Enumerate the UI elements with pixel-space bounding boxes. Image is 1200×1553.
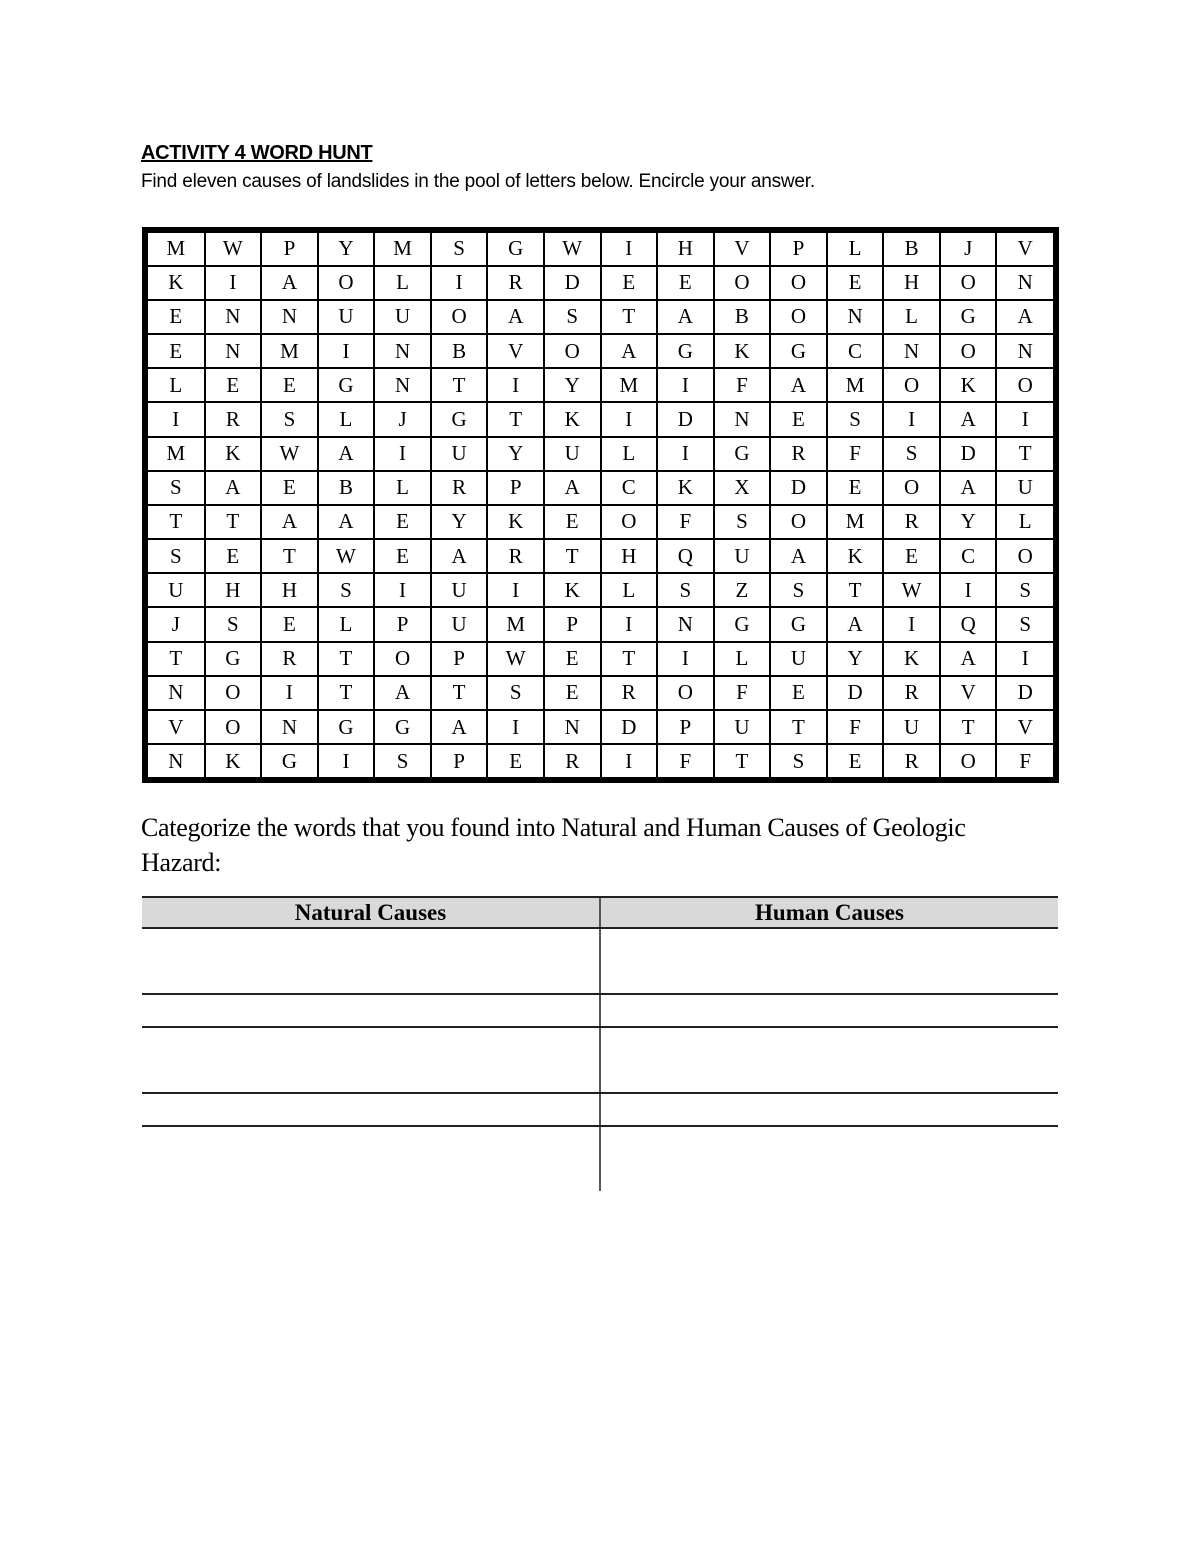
grid-letter-cell[interactable]: J — [148, 607, 205, 641]
grid-letter-cell[interactable]: L — [374, 266, 431, 300]
grid-letter-cell[interactable]: L — [601, 573, 658, 607]
grid-letter-cell[interactable]: E — [374, 539, 431, 573]
grid-row — [148, 744, 1053, 777]
grid-letter-cell[interactable]: I — [883, 402, 940, 436]
grid-letter-cell[interactable]: G — [657, 334, 714, 368]
grid-letter-cell[interactable]: V — [996, 710, 1053, 744]
grid-letter-cell[interactable]: Z — [714, 573, 771, 607]
grid-letter-cell[interactable]: K — [827, 539, 884, 573]
grid-letter-cell[interactable]: D — [544, 266, 601, 300]
grid-letter-cell[interactable]: U — [431, 437, 488, 471]
grid-letter-cell[interactable]: S — [827, 402, 884, 436]
grid-letter-cell[interactable]: U — [374, 300, 431, 334]
grid-letter-cell[interactable]: Y — [940, 505, 997, 539]
grid-letter-cell[interactable]: N — [544, 710, 601, 744]
grid-letter-cell[interactable]: L — [374, 471, 431, 505]
grid-letter-cell[interactable]: S — [714, 505, 771, 539]
grid-letter-cell[interactable]: M — [148, 437, 205, 471]
word-search-grid — [142, 227, 1059, 783]
grid-letter-cell[interactable]: S — [374, 744, 431, 777]
grid-letter-cell[interactable]: G — [431, 402, 488, 436]
grid-letter-cell[interactable]: M — [148, 233, 205, 266]
grid-row — [148, 402, 1053, 436]
grid-letter-cell[interactable]: A — [374, 676, 431, 710]
grid-letter-cell[interactable]: S — [996, 573, 1053, 607]
grid-letter-cell[interactable]: N — [996, 266, 1053, 300]
grid-letter-cell[interactable]: F — [714, 676, 771, 710]
grid-letter-cell[interactable]: S — [487, 676, 544, 710]
grid-letter-cell[interactable]: R — [487, 266, 544, 300]
grid-letter-cell[interactable]: M — [374, 233, 431, 266]
grid-letter-cell[interactable]: R — [883, 505, 940, 539]
answer-row — [142, 1094, 1058, 1127]
grid-letter-cell[interactable]: N — [883, 334, 940, 368]
grid-letter-cell[interactable]: I — [205, 266, 262, 300]
grid-letter-cell[interactable]: W — [487, 642, 544, 676]
grid-letter-cell[interactable]: V — [940, 676, 997, 710]
grid-row — [148, 368, 1053, 402]
grid-letter-cell[interactable]: L — [883, 300, 940, 334]
grid-letter-cell[interactable]: I — [148, 402, 205, 436]
grid-letter-cell[interactable]: S — [205, 607, 262, 641]
grid-letter-cell[interactable]: R — [431, 471, 488, 505]
activity-instruction: Find eleven causes of landslides in the pool of letters below. Encircle your answer. — [141, 171, 815, 192]
grid-letter-cell[interactable]: E — [487, 744, 544, 777]
grid-letter-cell[interactable]: G — [940, 300, 997, 334]
grid-letter-cell[interactable]: K — [205, 437, 262, 471]
human-cause-cell[interactable] — [601, 1028, 1058, 1092]
grid-letter-cell[interactable]: P — [770, 233, 827, 266]
grid-letter-cell[interactable]: K — [205, 744, 262, 777]
grid-letter-cell[interactable]: W — [261, 437, 318, 471]
grid-letter-cell[interactable]: G — [487, 233, 544, 266]
grid-letter-cell[interactable]: O — [601, 505, 658, 539]
grid-letter-cell[interactable]: D — [657, 402, 714, 436]
grid-letter-cell[interactable]: N — [374, 368, 431, 402]
grid-letter-cell[interactable]: S — [148, 539, 205, 573]
grid-letter-cell[interactable]: G — [770, 607, 827, 641]
grid-letter-cell[interactable]: K — [883, 642, 940, 676]
grid-letter-cell[interactable]: O — [657, 676, 714, 710]
grid-letter-cell[interactable]: R — [261, 642, 318, 676]
grid-letter-cell[interactable]: M — [601, 368, 658, 402]
grid-letter-cell[interactable]: T — [148, 505, 205, 539]
grid-letter-cell[interactable]: U — [714, 710, 771, 744]
grid-letter-cell[interactable]: A — [940, 642, 997, 676]
grid-letter-cell[interactable]: S — [883, 437, 940, 471]
grid-letter-cell[interactable]: T — [318, 642, 375, 676]
grid-letter-cell[interactable]: I — [318, 334, 375, 368]
grid-letter-cell[interactable]: N — [148, 676, 205, 710]
grid-letter-cell[interactable]: N — [261, 300, 318, 334]
grid-letter-cell[interactable]: O — [883, 368, 940, 402]
grid-letter-cell[interactable]: I — [318, 744, 375, 777]
grid-letter-cell[interactable]: O — [996, 368, 1053, 402]
grid-row — [148, 676, 1053, 710]
grid-letter-cell[interactable]: S — [996, 607, 1053, 641]
grid-letter-cell[interactable]: K — [544, 573, 601, 607]
answer-table — [142, 896, 1058, 1191]
answer-row — [142, 1028, 1058, 1094]
grid-row — [148, 505, 1053, 539]
grid-letter-cell[interactable]: W — [544, 233, 601, 266]
grid-letter-cell[interactable]: Y — [487, 437, 544, 471]
grid-letter-cell[interactable]: A — [657, 300, 714, 334]
grid-letter-cell[interactable]: P — [544, 607, 601, 641]
grid-letter-cell[interactable]: S — [431, 233, 488, 266]
grid-letter-cell[interactable]: D — [996, 676, 1053, 710]
grid-letter-cell[interactable]: I — [261, 676, 318, 710]
grid-letter-cell[interactable]: D — [601, 710, 658, 744]
grid-letter-cell[interactable]: T — [205, 505, 262, 539]
grid-letter-cell[interactable]: E — [827, 266, 884, 300]
grid-letter-cell[interactable]: S — [318, 573, 375, 607]
categorize-instruction: Categorize the words that you found into Natural and Human Causes of Geologic Hazard: — [141, 813, 966, 877]
grid-letter-cell[interactable]: A — [431, 539, 488, 573]
grid-letter-cell[interactable]: U — [770, 642, 827, 676]
grid-letter-cell[interactable]: W — [205, 233, 262, 266]
grid-letter-cell[interactable]: I — [996, 402, 1053, 436]
grid-letter-cell[interactable]: K — [940, 368, 997, 402]
grid-letter-cell[interactable]: M — [827, 368, 884, 402]
grid-letter-cell[interactable]: I — [487, 710, 544, 744]
grid-letter-cell[interactable]: H — [657, 233, 714, 266]
grid-letter-cell[interactable]: L — [714, 642, 771, 676]
grid-row — [148, 539, 1053, 573]
grid-letter-cell[interactable]: N — [827, 300, 884, 334]
grid-letter-cell[interactable]: I — [657, 437, 714, 471]
grid-letter-cell[interactable]: S — [148, 471, 205, 505]
grid-letter-cell[interactable]: I — [883, 607, 940, 641]
grid-letter-cell[interactable]: B — [318, 471, 375, 505]
grid-letter-cell[interactable]: O — [940, 334, 997, 368]
grid-letter-cell[interactable]: R — [770, 437, 827, 471]
grid-row — [148, 233, 1053, 266]
grid-letter-cell[interactable]: Q — [657, 539, 714, 573]
grid-letter-cell[interactable]: X — [714, 471, 771, 505]
grid-letter-cell[interactable]: I — [601, 744, 658, 777]
grid-letter-cell[interactable]: N — [657, 607, 714, 641]
natural-cause-cell[interactable] — [142, 1028, 601, 1092]
grid-letter-cell[interactable]: S — [261, 402, 318, 436]
grid-letter-cell[interactable]: I — [940, 573, 997, 607]
natural-causes-header: Natural Causes — [142, 898, 601, 927]
grid-letter-cell[interactable]: F — [996, 744, 1053, 777]
grid-letter-cell[interactable]: F — [827, 710, 884, 744]
grid-letter-cell[interactable]: Y — [827, 642, 884, 676]
grid-letter-cell[interactable]: L — [996, 505, 1053, 539]
grid-letter-cell[interactable]: O — [996, 539, 1053, 573]
grid-letter-cell[interactable]: H — [601, 539, 658, 573]
grid-letter-cell[interactable]: M — [827, 505, 884, 539]
grid-letter-cell[interactable]: E — [261, 607, 318, 641]
grid-letter-cell[interactable]: I — [487, 573, 544, 607]
answer-row — [142, 1127, 1058, 1191]
grid-letter-cell[interactable]: O — [374, 642, 431, 676]
grid-letter-cell[interactable]: I — [601, 402, 658, 436]
grid-letter-cell[interactable]: E — [261, 471, 318, 505]
grid-letter-cell[interactable]: E — [544, 676, 601, 710]
grid-letter-cell[interactable]: T — [318, 676, 375, 710]
grid-letter-cell[interactable]: T — [940, 710, 997, 744]
grid-letter-cell[interactable]: E — [544, 505, 601, 539]
grid-letter-cell[interactable]: G — [714, 607, 771, 641]
grid-letter-cell[interactable]: R — [544, 744, 601, 777]
grid-letter-cell[interactable]: H — [205, 573, 262, 607]
grid-letter-cell[interactable]: A — [205, 471, 262, 505]
grid-letter-cell[interactable]: C — [940, 539, 997, 573]
grid-letter-cell[interactable]: V — [148, 710, 205, 744]
grid-letter-cell[interactable]: A — [318, 505, 375, 539]
grid-letter-cell[interactable]: N — [148, 744, 205, 777]
grid-letter-cell[interactable]: A — [487, 300, 544, 334]
grid-row — [148, 437, 1053, 471]
grid-letter-cell[interactable]: G — [318, 368, 375, 402]
grid-letter-cell[interactable]: T — [544, 539, 601, 573]
grid-letter-cell[interactable]: U — [431, 573, 488, 607]
grid-letter-cell[interactable]: E — [148, 300, 205, 334]
grid-letter-cell[interactable]: N — [205, 334, 262, 368]
grid-letter-cell[interactable]: U — [883, 710, 940, 744]
grid-letter-cell[interactable]: O — [318, 266, 375, 300]
grid-letter-cell[interactable]: I — [657, 642, 714, 676]
grid-letter-cell[interactable]: A — [601, 334, 658, 368]
grid-letter-cell[interactable]: U — [148, 573, 205, 607]
grid-letter-cell[interactable]: D — [940, 437, 997, 471]
grid-letter-cell[interactable]: T — [601, 642, 658, 676]
grid-letter-cell[interactable]: E — [657, 266, 714, 300]
grid-letter-cell[interactable]: P — [261, 233, 318, 266]
grid-letter-cell[interactable]: U — [714, 539, 771, 573]
grid-letter-cell[interactable]: V — [487, 334, 544, 368]
grid-letter-cell[interactable]: P — [431, 642, 488, 676]
grid-letter-cell[interactable]: A — [940, 402, 997, 436]
grid-letter-cell[interactable]: O — [940, 744, 997, 777]
grid-letter-cell[interactable]: S — [657, 573, 714, 607]
grid-letter-cell[interactable]: O — [544, 334, 601, 368]
letter-table — [148, 233, 1053, 777]
grid-row — [148, 710, 1053, 744]
grid-letter-cell[interactable]: D — [827, 676, 884, 710]
grid-letter-cell[interactable]: I — [374, 573, 431, 607]
grid-letter-cell[interactable]: T — [601, 300, 658, 334]
grid-letter-cell[interactable]: B — [431, 334, 488, 368]
grid-letter-cell[interactable]: I — [601, 233, 658, 266]
grid-letter-cell[interactable]: O — [883, 471, 940, 505]
grid-letter-cell[interactable]: L — [318, 607, 375, 641]
grid-letter-cell[interactable]: I — [487, 368, 544, 402]
grid-letter-cell[interactable]: F — [714, 368, 771, 402]
grid-letter-cell[interactable]: O — [714, 266, 771, 300]
activity-heading: ACTIVITY 4 WORD HUNT — [141, 142, 373, 164]
grid-row — [148, 607, 1053, 641]
grid-letter-cell[interactable]: N — [261, 710, 318, 744]
grid-letter-cell[interactable]: T — [261, 539, 318, 573]
grid-letter-cell[interactable]: T — [431, 368, 488, 402]
grid-letter-cell[interactable]: E — [148, 334, 205, 368]
grid-letter-cell[interactable]: E — [770, 676, 827, 710]
grid-letter-cell[interactable]: E — [827, 471, 884, 505]
grid-letter-cell[interactable]: T — [770, 710, 827, 744]
grid-letter-cell[interactable]: E — [205, 539, 262, 573]
grid-letter-cell[interactable]: G — [261, 744, 318, 777]
grid-letter-cell[interactable]: J — [940, 233, 997, 266]
grid-letter-cell[interactable]: A — [827, 607, 884, 641]
grid-letter-cell[interactable]: U — [318, 300, 375, 334]
grid-letter-cell[interactable]: N — [996, 334, 1053, 368]
natural-cause-cell[interactable] — [142, 1127, 601, 1191]
grid-letter-cell[interactable]: Y — [431, 505, 488, 539]
grid-letter-cell[interactable]: K — [487, 505, 544, 539]
grid-letter-cell[interactable]: S — [544, 300, 601, 334]
grid-letter-cell[interactable]: O — [205, 710, 262, 744]
human-cause-cell[interactable] — [601, 1127, 1058, 1191]
grid-letter-cell[interactable]: T — [487, 402, 544, 436]
grid-letter-cell[interactable]: W — [318, 539, 375, 573]
grid-letter-cell[interactable]: L — [148, 368, 205, 402]
grid-letter-cell[interactable]: O — [431, 300, 488, 334]
natural-cause-cell[interactable] — [142, 995, 601, 1026]
grid-letter-cell[interactable]: R — [487, 539, 544, 573]
grid-letter-cell[interactable]: E — [544, 642, 601, 676]
grid-letter-cell[interactable]: A — [431, 710, 488, 744]
grid-letter-cell[interactable]: S — [770, 573, 827, 607]
grid-letter-cell[interactable]: A — [261, 266, 318, 300]
grid-letter-cell[interactable]: E — [883, 539, 940, 573]
grid-letter-cell[interactable]: T — [431, 676, 488, 710]
grid-letter-cell[interactable]: M — [487, 607, 544, 641]
grid-letter-cell[interactable]: R — [205, 402, 262, 436]
grid-letter-cell[interactable]: U — [996, 471, 1053, 505]
human-cause-cell[interactable] — [601, 1094, 1058, 1125]
answer-row — [142, 929, 1058, 995]
grid-letter-cell[interactable]: E — [827, 744, 884, 777]
natural-cause-cell[interactable] — [142, 1094, 601, 1125]
grid-row — [148, 642, 1053, 676]
grid-letter-cell[interactable]: L — [601, 437, 658, 471]
grid-letter-cell[interactable]: Q — [940, 607, 997, 641]
answer-table-header — [142, 896, 1058, 929]
human-cause-cell[interactable] — [601, 995, 1058, 1026]
grid-letter-cell[interactable]: G — [374, 710, 431, 744]
grid-letter-cell[interactable]: K — [714, 334, 771, 368]
grid-letter-cell[interactable]: G — [318, 710, 375, 744]
grid-letter-cell[interactable]: P — [657, 710, 714, 744]
grid-letter-cell[interactable]: B — [714, 300, 771, 334]
grid-letter-cell[interactable]: E — [601, 266, 658, 300]
grid-letter-cell[interactable]: R — [883, 744, 940, 777]
grid-letter-cell[interactable]: K — [148, 266, 205, 300]
grid-letter-cell[interactable]: N — [714, 402, 771, 436]
grid-letter-cell[interactable]: H — [883, 266, 940, 300]
grid-letter-cell[interactable]: O — [940, 266, 997, 300]
grid-letter-cell[interactable]: I — [996, 642, 1053, 676]
grid-letter-cell[interactable]: F — [657, 505, 714, 539]
grid-letter-cell[interactable]: I — [431, 266, 488, 300]
grid-letter-cell[interactable]: I — [657, 368, 714, 402]
grid-letter-cell[interactable]: I — [601, 607, 658, 641]
grid-letter-cell[interactable]: T — [996, 437, 1053, 471]
grid-letter-cell[interactable]: A — [261, 505, 318, 539]
grid-letter-cell[interactable]: A — [996, 300, 1053, 334]
grid-row — [148, 573, 1053, 607]
grid-letter-cell[interactable]: E — [770, 402, 827, 436]
grid-letter-cell[interactable]: E — [205, 368, 262, 402]
grid-letter-cell[interactable]: R — [883, 676, 940, 710]
grid-letter-cell[interactable]: A — [770, 368, 827, 402]
grid-letter-cell[interactable]: A — [770, 539, 827, 573]
grid-letter-cell[interactable]: F — [657, 744, 714, 777]
grid-letter-cell[interactable]: T — [714, 744, 771, 777]
grid-letter-cell[interactable]: P — [487, 471, 544, 505]
grid-letter-cell[interactable]: O — [770, 300, 827, 334]
human-cause-cell[interactable] — [601, 929, 1058, 993]
grid-letter-cell[interactable]: I — [374, 437, 431, 471]
grid-letter-cell[interactable]: E — [261, 368, 318, 402]
natural-cause-cell[interactable] — [142, 929, 601, 993]
grid-letter-cell[interactable]: U — [544, 437, 601, 471]
grid-letter-cell[interactable]: H — [261, 573, 318, 607]
grid-letter-cell[interactable]: D — [770, 471, 827, 505]
grid-letter-cell[interactable]: S — [770, 744, 827, 777]
grid-letter-cell[interactable]: M — [261, 334, 318, 368]
grid-letter-cell[interactable]: O — [770, 266, 827, 300]
grid-letter-cell[interactable]: A — [940, 471, 997, 505]
grid-letter-cell[interactable]: P — [374, 607, 431, 641]
grid-letter-cell[interactable]: F — [827, 437, 884, 471]
grid-row — [148, 471, 1053, 505]
grid-letter-cell[interactable]: T — [148, 642, 205, 676]
grid-letter-cell[interactable]: L — [827, 233, 884, 266]
grid-letter-cell[interactable]: R — [601, 676, 658, 710]
grid-letter-cell[interactable]: C — [601, 471, 658, 505]
grid-letter-cell[interactable]: G — [770, 334, 827, 368]
grid-letter-cell[interactable]: U — [431, 607, 488, 641]
grid-letter-cell[interactable]: G — [714, 437, 771, 471]
grid-letter-cell[interactable]: P — [431, 744, 488, 777]
answer-row — [142, 995, 1058, 1028]
human-causes-header: Human Causes — [755, 899, 904, 925]
grid-letter-cell[interactable]: Y — [318, 233, 375, 266]
grid-letter-cell[interactable]: O — [770, 505, 827, 539]
grid-letter-cell[interactable]: Y — [544, 368, 601, 402]
grid-letter-cell[interactable]: W — [883, 573, 940, 607]
grid-letter-cell[interactable]: O — [205, 676, 262, 710]
grid-letter-cell[interactable]: V — [714, 233, 771, 266]
grid-letter-cell[interactable]: N — [374, 334, 431, 368]
grid-row — [148, 300, 1053, 334]
grid-letter-cell[interactable]: V — [996, 233, 1053, 266]
grid-letter-cell[interactable]: A — [318, 437, 375, 471]
grid-letter-cell[interactable]: B — [883, 233, 940, 266]
grid-letter-cell[interactable]: L — [318, 402, 375, 436]
grid-letter-cell[interactable]: C — [827, 334, 884, 368]
grid-letter-cell[interactable]: K — [657, 471, 714, 505]
grid-letter-cell[interactable]: J — [374, 402, 431, 436]
grid-letter-cell[interactable]: T — [827, 573, 884, 607]
grid-row — [148, 334, 1053, 368]
grid-letter-cell[interactable]: E — [374, 505, 431, 539]
grid-letter-cell[interactable]: K — [544, 402, 601, 436]
grid-row — [148, 266, 1053, 300]
grid-letter-cell[interactable]: A — [544, 471, 601, 505]
grid-letter-cell[interactable]: N — [205, 300, 262, 334]
grid-letter-cell[interactable]: G — [205, 642, 262, 676]
